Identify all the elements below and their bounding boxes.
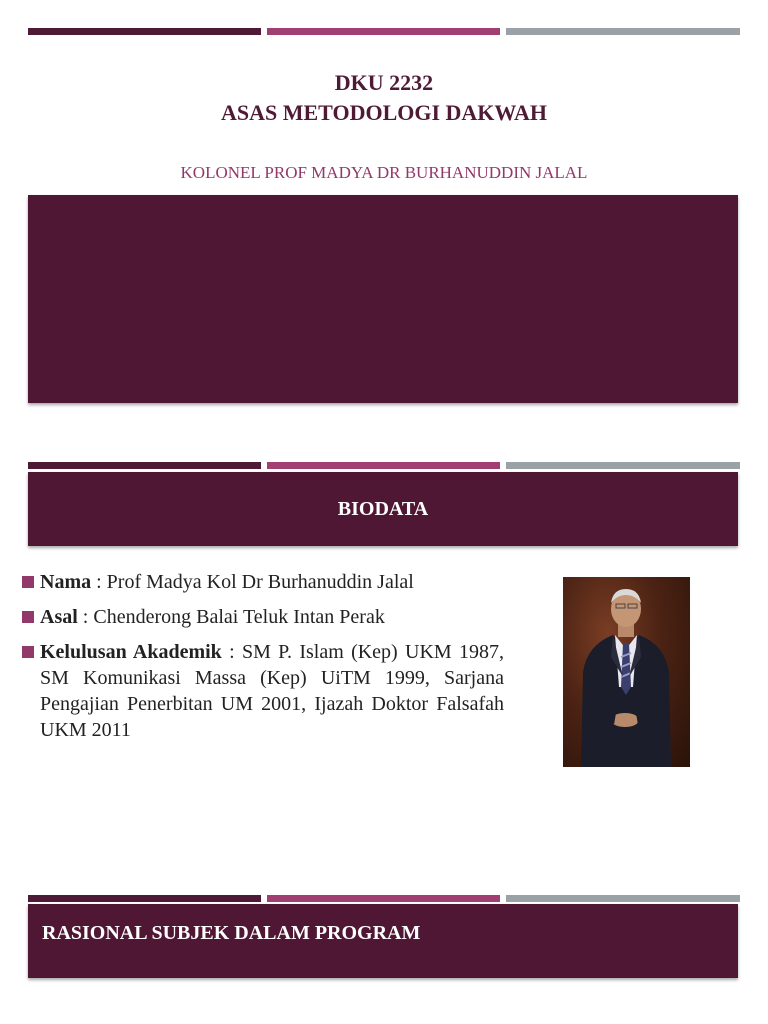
rasional-header: [28, 904, 738, 978]
bullet-square-icon: [22, 646, 34, 658]
biodata-title: BIODATA: [337, 497, 429, 520]
biodata-list: [22, 569, 504, 752]
list-item: [22, 604, 504, 630]
list-item: [22, 569, 504, 595]
accent-bar-medium: [267, 895, 500, 902]
bullet-square-icon: [22, 576, 34, 588]
person-portrait-icon: [563, 577, 690, 767]
item-value: : Prof Madya Kol Dr Burhanuddin Jalal: [91, 571, 414, 593]
portrait-photo: [563, 577, 690, 767]
item-label: Kelulusan Akademik: [40, 641, 222, 663]
accent-bars-top: [28, 28, 740, 35]
accent-bar-medium: [267, 28, 500, 35]
item-value: : Chenderong Balai Teluk Intan Perak: [77, 606, 385, 628]
lecturer-name: KOLONEL PROF MADYA DR BURHANUDDIN JALAL: [180, 163, 588, 182]
item-label: Nama: [40, 571, 92, 593]
accent-bar-dark: [28, 895, 261, 902]
slide-title: [0, 68, 768, 128]
accent-bar-grey: [506, 462, 740, 469]
rasional-title: RASIONAL SUBJEK DALAM PROGRAM: [42, 921, 421, 944]
accent-bar-medium: [267, 462, 500, 469]
list-item: [22, 639, 504, 743]
accent-bar-grey: [506, 895, 740, 902]
bullet-square-icon: [22, 611, 34, 623]
accent-bar-dark: [28, 28, 261, 35]
accent-bar-dark: [28, 462, 261, 469]
accent-bars-slide2: [28, 462, 740, 469]
accent-bars-slide3: [28, 895, 740, 902]
title-banner: [28, 195, 738, 403]
course-code: DKU 2232: [334, 70, 434, 95]
accent-bar-grey: [506, 28, 740, 35]
biodata-header: [28, 472, 738, 546]
item-label: Asal: [40, 606, 78, 628]
course-title: ASAS METODOLOGI DAKWAH: [221, 100, 547, 125]
item-value: : SM P. Islam (Kep) UKM 1987, SM Komunikasi Massa (Kep) UiTM 1999, Sarjana Pengajian Penerbitan UM 2001, Ijazah Doktor Falsafah UKM 2011: [40, 641, 504, 741]
